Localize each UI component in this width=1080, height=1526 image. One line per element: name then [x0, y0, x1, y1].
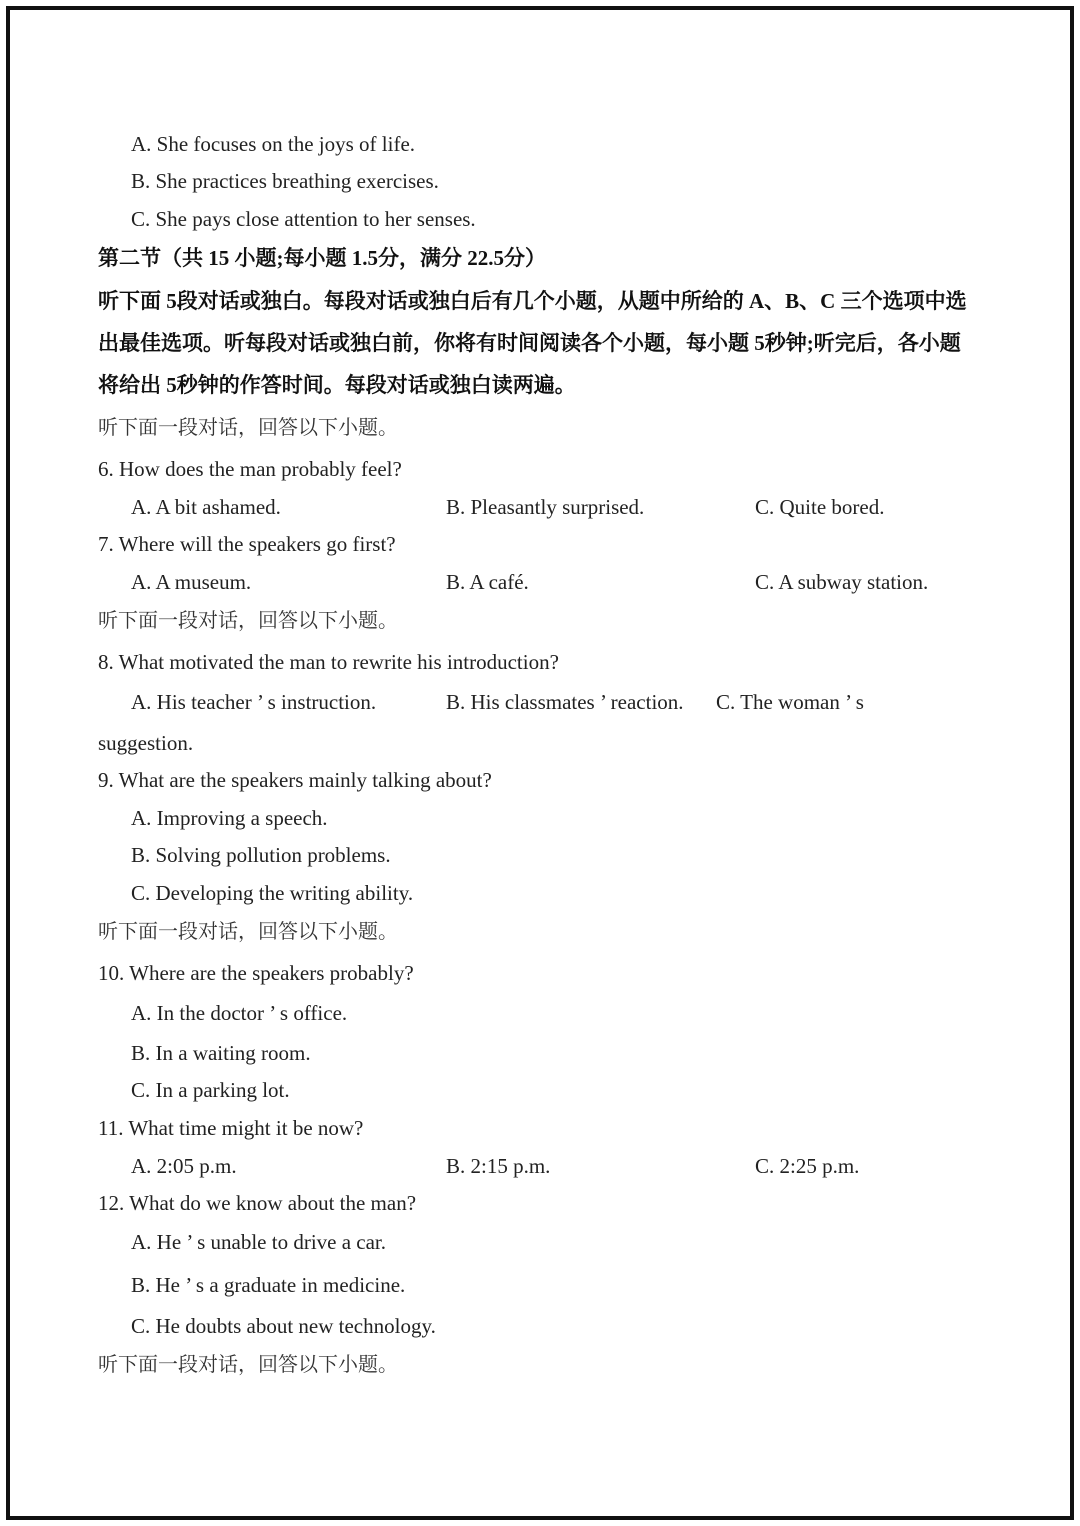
instructions-line-2: 出最佳选项。听每段对话或独白前，你将有时间阅读各个小题，每小题 5秒钟;听完后，各小题: [98, 331, 961, 355]
prev-option-c: C. She pays close attention to her senses.: [131, 207, 476, 231]
q10-option-c: C. In a parking lot.: [131, 1078, 290, 1102]
q6-option-b: B. Pleasantly surprised.: [446, 495, 645, 519]
question-7: 7. Where will the speakers go first?: [98, 532, 396, 556]
q11-option-b: B. 2:15 p.m.: [446, 1154, 551, 1178]
question-9: 9. What are the speakers mainly talking about?: [98, 768, 492, 792]
prev-option-b: B. She practices breathing exercises.: [131, 169, 439, 193]
section-heading: 第二节（共 15 小题;每小题 1.5分，满分 22.5分）: [98, 246, 546, 270]
question-11: 11. What time might it be now?: [98, 1116, 364, 1140]
q6-option-a: A. A bit ashamed.: [131, 495, 281, 519]
q10-option-b: B. In a waiting room.: [131, 1041, 311, 1065]
instructions-line-1: 听下面 5段对话或独白。每段对话或独白后有几个小题，从题中所给的 A、B、C 三个选项中选: [98, 289, 967, 313]
q12-option-b: B. He ’ s a graduate in medicine.: [131, 1273, 406, 1297]
q9-option-a: A. Improving a speech.: [131, 806, 328, 830]
q6-option-c: C. Quite bored.: [755, 495, 885, 519]
dialogue-prompt: 听下面一段对话，回答以下小题。: [98, 610, 398, 632]
q8-option-a: A. His teacher ’ s instruction.: [131, 690, 377, 714]
q12-option-c: C. He doubts about new technology.: [131, 1314, 436, 1338]
q7-option-c: C. A subway station.: [755, 570, 929, 594]
q8-option-b: B. His classmates ’ reaction.: [446, 690, 684, 714]
q10-option-a: A. In the doctor ’ s office.: [131, 1001, 348, 1025]
q7-option-a: A. A museum.: [131, 570, 252, 594]
q11-option-a: A. 2:05 p.m.: [131, 1154, 237, 1178]
question-10: 10. Where are the speakers probably?: [98, 961, 414, 985]
instructions-line-3: 将给出 5秒钟的作答时间。每段对话或独白读两遍。: [98, 373, 576, 397]
q8-option-c-continued: suggestion.: [98, 731, 194, 755]
q9-option-c: C. Developing the writing ability.: [131, 881, 414, 905]
dialogue-prompt: 听下面一段对话，回答以下小题。: [98, 921, 398, 943]
q11-option-c: C. 2:25 p.m.: [755, 1154, 860, 1178]
question-8: 8. What motivated the man to rewrite his introduction?: [98, 650, 559, 674]
question-12: 12. What do we know about the man?: [98, 1191, 417, 1215]
q12-option-a: A. He ’ s unable to drive a car.: [131, 1230, 387, 1254]
question-6: 6. How does the man probably feel?: [98, 457, 402, 481]
dialogue-prompt: 听下面一段对话，回答以下小题。: [98, 1354, 398, 1376]
dialogue-prompt: 听下面一段对话，回答以下小题。: [98, 417, 398, 439]
q8-option-c: C. The woman ’ s: [716, 690, 864, 714]
prev-option-a: A. She focuses on the joys of life.: [131, 132, 416, 156]
q9-option-b: B. Solving pollution problems.: [131, 843, 391, 867]
q7-option-b: B. A café.: [446, 570, 529, 594]
